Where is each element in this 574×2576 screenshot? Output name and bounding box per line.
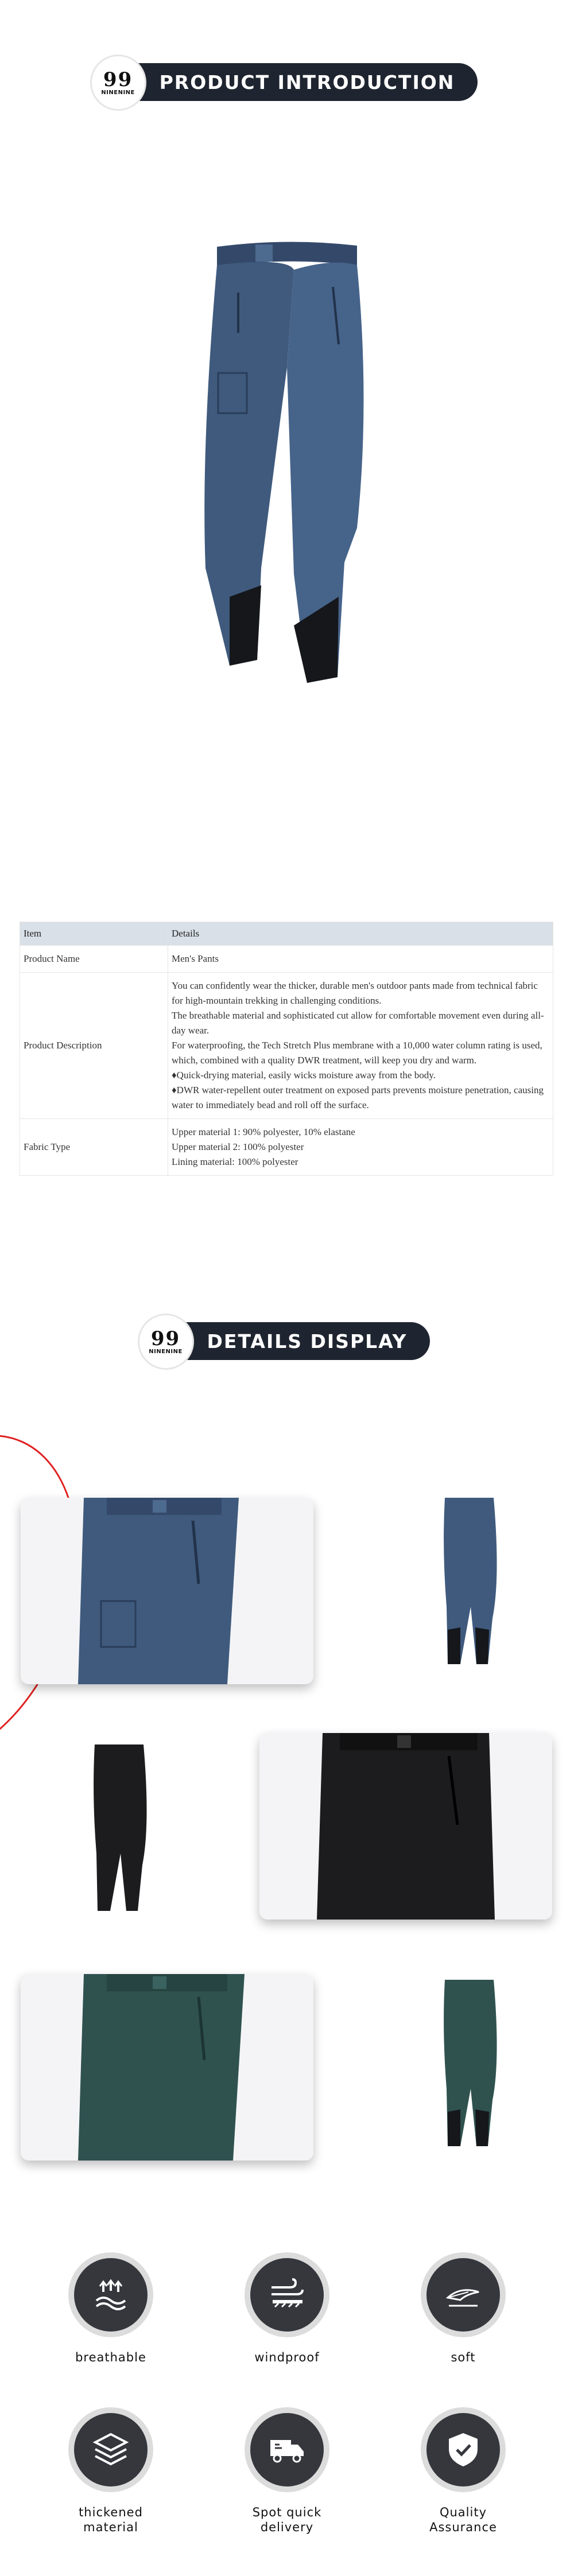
table-row — [20, 973, 553, 1119]
feature-label: windproof — [254, 2350, 320, 2364]
feature-delivery — [230, 2407, 344, 2535]
detail-card-black-closeup — [259, 1733, 552, 1920]
row-value-fabric — [168, 1119, 553, 1176]
header-details: Details — [168, 922, 553, 946]
green-closeup-image — [21, 1974, 313, 2161]
brand-logo — [92, 56, 145, 109]
fabric-line: Upper material 2: 100% polyester — [172, 1141, 304, 1152]
row-value-description — [168, 973, 553, 1119]
description-line: ♦Quick-drying material, easily wicks moisture away from the body. — [172, 1070, 436, 1081]
row-label-name: Product Name — [20, 946, 168, 973]
row-value-name: Men's Pants — [168, 946, 553, 973]
green-full-thumb — [425, 1974, 511, 2152]
description-line: The breathable material and sophisticated cut allow for comfortable movement even during all-day wear. — [172, 1010, 544, 1036]
layers-icon — [91, 2430, 131, 2470]
truck-icon — [267, 2430, 307, 2470]
logo-word: NINENINE — [149, 1348, 183, 1355]
feature-label: thickened material — [79, 2505, 143, 2534]
windproof-icon — [267, 2275, 307, 2315]
detail-card-navy-closeup — [21, 1498, 313, 1684]
black-closeup-image — [259, 1733, 552, 1920]
details-title-pill — [144, 1322, 430, 1360]
black-full-thumb — [75, 1739, 161, 1917]
fabric-line: Lining material: 100% polyester — [172, 1156, 298, 1167]
description-line: For waterproofing, the Tech Stretch Plus membrane with a 10,000 water column rating is used, which, combined with a quality DWR treatment, will keep you dry and warm. — [172, 1040, 542, 1066]
description-line: You can confidently wear the thicker, durable men's outdoor pants made from technical fabric for high-mountain trekking in challenging conditions. — [172, 980, 538, 1006]
header-item: Item — [20, 922, 168, 946]
row-label-fabric: Fabric Type — [20, 1119, 168, 1176]
description-line: ♦DWR water-repellent outer treatment on exposed parts prevents moisture penetration, causing water to immediately bead and roll off the surface. — [172, 1085, 544, 1110]
feature-breathable — [53, 2252, 168, 2365]
soft-feather-icon — [443, 2275, 483, 2315]
feature-label: breathable — [75, 2350, 146, 2364]
navy-closeup-image — [21, 1498, 313, 1684]
details-title: DETAILS DISPLAY — [207, 1330, 408, 1353]
table-row — [20, 946, 553, 973]
shield-check-icon — [443, 2430, 483, 2470]
left-cuff-patch — [230, 585, 261, 666]
logo-number: 99 — [103, 68, 133, 91]
spec-table — [20, 922, 553, 1176]
feature-label: Spot quick delivery — [252, 2505, 322, 2534]
table-header-row — [20, 922, 553, 946]
table-row — [20, 1119, 553, 1176]
feature-label: Quality Assurance — [429, 2505, 497, 2534]
feature-thickened — [53, 2407, 168, 2535]
details-header — [0, 1322, 574, 1360]
feature-soft — [406, 2252, 521, 2365]
detail-card-green-closeup — [21, 1974, 313, 2161]
feature-label: soft — [451, 2350, 476, 2364]
feature-windproof — [230, 2252, 344, 2365]
fabric-line: Upper material 1: 90% polyester, 10% elastane — [172, 1126, 355, 1137]
brand-logo — [139, 1315, 192, 1368]
logo-word: NINENINE — [101, 89, 135, 96]
feature-quality — [406, 2407, 521, 2535]
belt-buckle — [255, 244, 273, 262]
breathable-icon — [91, 2275, 131, 2315]
row-label-description: Product Description — [20, 973, 168, 1119]
intro-header — [0, 63, 574, 101]
hero-product-image — [144, 230, 430, 757]
logo-number: 99 — [150, 1327, 181, 1350]
intro-title: PRODUCT INTRODUCTION — [159, 71, 455, 94]
navy-full-thumb — [425, 1492, 511, 1670]
intro-title-pill — [96, 63, 478, 101]
